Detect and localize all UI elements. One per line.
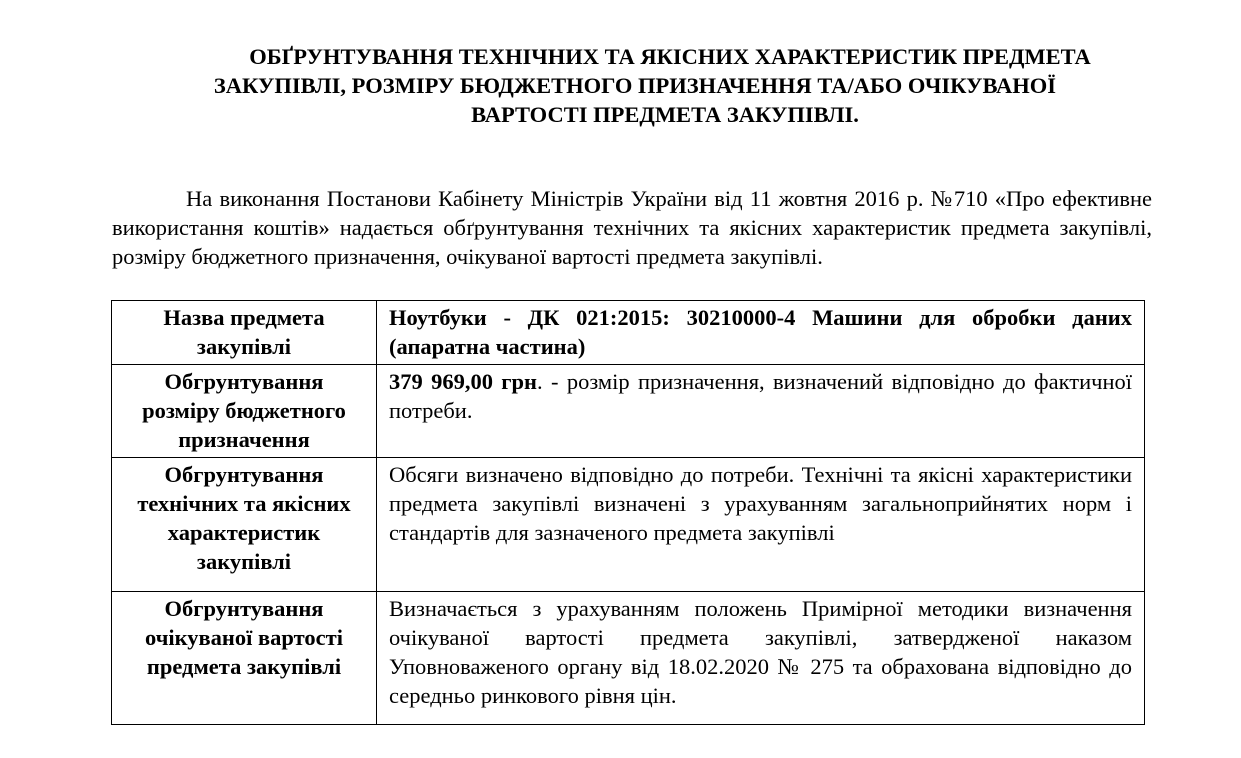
table-row: [112, 301, 1145, 365]
technical-justification-value: Обсяги визначено відповідно до потреби. Технічні та якісні характеристики предмета закупівлі визначені з урахуванням загальноприйнятих норм і стандартів для зазначеного предмета закупівлі: [377, 458, 1145, 592]
table-row: [112, 458, 1145, 592]
budget-justification-label: Обгрунтування розміру бюджетного призначення: [112, 365, 377, 458]
title-line-1: ОБҐРУНТУВАННЯ ТЕХНІЧНИХ ТА ЯКІСНИХ ХАРАКТЕРИСТИК ПРЕДМЕТА: [249, 44, 1091, 69]
procurement-name-label: Назва предмета закупівлі: [112, 301, 377, 365]
table-row: [112, 365, 1145, 458]
title-line-2: ЗАКУПІВЛІ, РОЗМІРУ БЮДЖЕТНОГО ПРИЗНАЧЕННЯ ТА/АБО ОЧІКУВАНОЇ: [213, 73, 1057, 98]
title-line-3: ВАРТОСТІ ПРЕДМЕТА ЗАКУПІВЛІ.: [471, 102, 859, 127]
budget-amount: 379 969,00 грн: [389, 369, 538, 394]
intro-paragraph: На виконання Постанови Кабінету Міністрів України від 11 жовтня 2016 р. №710 «Про ефективне використання коштів» надається обґрунтування технічних та якісних характеристик предмета закупівлі, розміру бюджетного призначення, очікуваної вартості предмета закупівлі.: [112, 186, 1152, 269]
budget-description: . - розмір призначення, визначений відповідно до фактичної потреби.: [389, 369, 1132, 423]
expected-cost-label: Обгрунтування очікуваної вартості предмета закупівлі: [112, 592, 377, 725]
technical-justification-label: Обгрунтування технічних та якісних характеристик закупівлі: [112, 458, 377, 592]
document-title: [150, 42, 1140, 129]
budget-justification-value: [377, 365, 1145, 458]
justification-table: [111, 300, 1145, 725]
table-row: [112, 592, 1145, 725]
procurement-name-value: Ноутбуки - ДК 021:2015: 30210000-4 Машини для обробки даних (апаратна частина): [377, 301, 1145, 365]
expected-cost-value: Визначається з урахуванням положень Примірної методики визначення очікуваної вартості предмета закупівлі, затвердженої наказом Уповноваженого органу від 18.02.2020 № 275 та обрахована відповідно до середньо ринкового рівня цін.: [377, 592, 1145, 725]
